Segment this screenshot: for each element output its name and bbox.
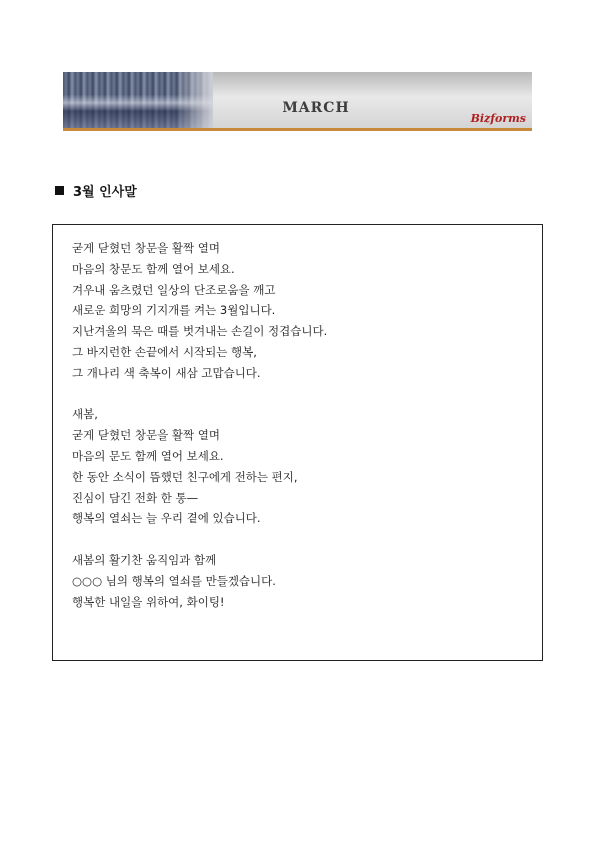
bizforms-logo: Bizforms: [470, 112, 526, 125]
letter-line: 그 개나리 색 축복이 새삼 고맙습니다.: [72, 365, 261, 380]
letter-line: 새봄,: [72, 407, 98, 422]
letter-line: 행복의 열쇠는 늘 우리 곁에 있습니다.: [72, 511, 261, 526]
letter-line: 마음의 문도 함께 열어 보세요.: [72, 448, 224, 463]
letter-line: 굳게 닫혔던 창문을 활짝 열며: [72, 241, 220, 255]
letter-line: [72, 529, 327, 550]
letter-line: 새로운 희망의 기지개를 켜는 3월입니다.: [72, 303, 276, 318]
letter-line: 새봄의 활기찬 움직임과 함께: [72, 552, 217, 567]
letter-line: 한 동안 소식이 뜸했던 친구에게 전하는 편지,: [72, 469, 298, 484]
letter-text: [72, 238, 327, 612]
letter-line: 마음의 창문도 함께 열어 보세요.: [72, 261, 235, 276]
letter-line: ○○○ 님의 행복의 열쇠를 만들겠습니다.: [72, 573, 276, 588]
letter-line: 진심이 담긴 전화 한 통—: [72, 490, 199, 505]
section-heading-text: 3월 인사말: [73, 185, 137, 200]
letter-box: [52, 224, 543, 661]
letter-line: 굳게 닫혔던 창문을 활짝 열며: [72, 428, 220, 443]
letter-line: [72, 384, 327, 405]
letter-line: 행복한 내일을 위하여, 화이팅!: [72, 594, 225, 609]
letter-line: 지난겨울의 묵은 때를 벗겨내는 손길이 정겹습니다.: [72, 324, 328, 339]
section-heading: [55, 181, 137, 200]
header-banner: [63, 72, 532, 131]
letter-line: 그 바지런한 손끝에서 시작되는 행복,: [72, 344, 257, 359]
square-bullet-icon: [55, 186, 64, 195]
letter-line: 겨우내 움츠렸던 일상의 단조로움을 깨고: [72, 282, 276, 297]
month-title: MARCH: [282, 100, 350, 116]
banner-photo: [63, 72, 213, 128]
